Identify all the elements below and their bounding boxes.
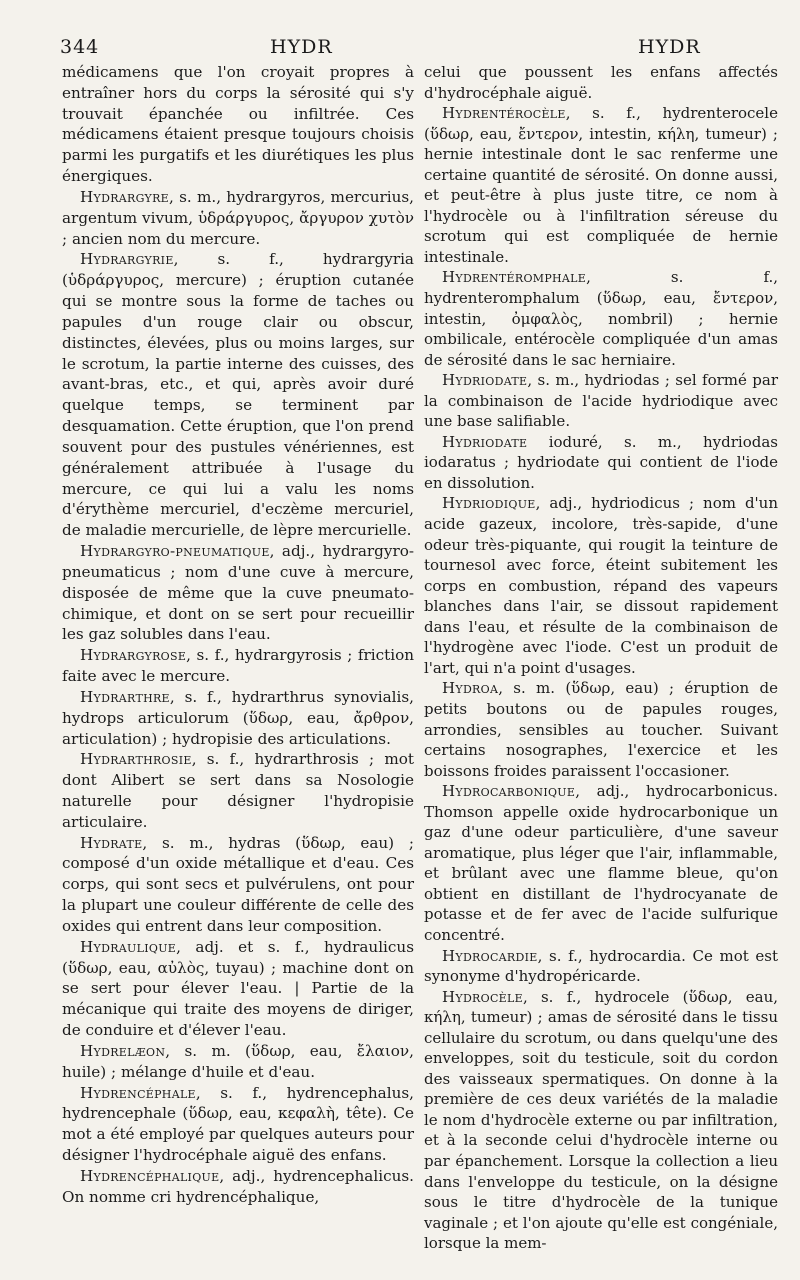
dictionary-entry	[62, 187, 414, 249]
entry-headword: Hydrocarbonique	[442, 782, 576, 801]
entry-headword: Hydrarthre	[80, 687, 170, 706]
entry-text: , s. f., hydrencephalus, hydrencephale (ὕδωρ, eau, κεφαλὴ, tête). Ce mot a été employé par quelques auteurs pour désigner l'hydrocéphale aiguë des enfans.	[62, 1083, 414, 1165]
entry-text: , s. f., hydrarthrosis ; mot dont Alibert se sert dans sa Nosologie naturelle pour désigner l'hydropisie articulaire.	[62, 750, 414, 831]
dictionary-entry	[424, 987, 778, 1254]
running-head	[60, 36, 780, 60]
dictionary-entry	[62, 645, 414, 687]
entry-headword: Hydrocèle	[442, 987, 523, 1006]
dictionary-entry	[62, 687, 414, 749]
entry-text: , s. m., hydrargyros, mercurius, argentum vivum, ὑδράργυρος, ἄργυρον χυτὸν ; ancien nom du mercure.	[62, 187, 414, 248]
entry-text: , adj., hydrargyro-pneumaticus ; nom d'une cuve à mercure, disposée de même que la cuve pneumato-chimique, et dont on se sert pour recueillir les gaz solubles dans l'eau.	[62, 542, 414, 644]
entry-headword: Hydrargyro-pneumatique	[80, 542, 270, 561]
entry-headword: Hydroa	[442, 679, 499, 698]
dictionary-entry	[424, 781, 778, 945]
entry-headword: Hydrelæon	[80, 1041, 166, 1060]
entry-text: médicamens que l'on croyait propres à entraîner hors du corps la sérosité qui s'y trouvait épanchée ou infiltrée. Ces médicamens étaient presque toujours choisis parmi les purgatifs et les diurétiques les plus énergiques.	[62, 63, 414, 186]
dictionary-entry	[62, 249, 414, 541]
entry-text: , adj., hydriodicus ; nom d'un acide gazeux, incolore, très-sapide, d'une odeur très-piquante, qui rougit la teinture de tournesol avec force, éteint subitement les corps en combustion, répand des vapeurs blanches dans l'air, se dissout rapidement dans l'eau, et résulte de la combinaison de l'hydrogène avec l'iode. C'est un produit de l'art, qui n'a point d'usages.	[424, 494, 778, 677]
dictionary-entry	[62, 541, 414, 645]
left-column	[62, 62, 414, 1208]
dictionary-entry	[424, 493, 778, 678]
continued-text	[424, 62, 778, 103]
entry-text: , s. f., hydrarthrus synovialis, hydrops articulorum (ὕδωρ, eau, ἄρθρον, articulation) ; hydropisie des articulations.	[62, 687, 414, 748]
entry-headword: Hydrencéphalique	[80, 1166, 220, 1185]
entry-text: , s. m., hydriodas ; sel formé par la combinaison de l'acide hydriodique avec une base salifiable.	[424, 371, 778, 431]
entry-text: , adj. et s. f., hydraulicus (ὕδωρ, eau, αὐλὸς, tuyau) ; machine dont on se sert pour élever l'eau. | Partie de la mécanique qui traite des moyens de diriger, de conduire et d'élever l'eau.	[62, 937, 414, 1040]
entry-headword: Hydrocardie	[442, 946, 538, 965]
entry-text: celui que poussent les enfans affectés d'hydrocéphale aiguë.	[424, 63, 778, 102]
dictionary-entry	[424, 432, 778, 494]
entry-headword: Hydrargyrose	[80, 646, 187, 665]
dictionary-entry	[62, 749, 414, 832]
entry-text: , adj., hydrocarbonicus. Thomson appelle oxide hydrocarbonique un gaz d'une odeur particulière, d'une saveur aromatique, plus léger que l'air, inflammable, et brûlant avec une flamme bleue, qu'on obtient en distillant de l'hydrocyanate de potasse et de fer avec de l'acide sulfurique concentré.	[424, 782, 778, 944]
entry-headword: Hydrencéphale	[80, 1083, 196, 1102]
dictionary-entry	[62, 1166, 414, 1208]
entry-headword: Hydrentéromphale	[442, 268, 587, 287]
entry-text: , s. f., hydrocardia. Ce mot est synonyme d'hydropéricarde.	[424, 946, 778, 986]
dictionary-entry	[62, 1041, 414, 1083]
dictionary-entry	[424, 946, 778, 987]
entry-text: , s. f., hydrenterocele (ὕδωρ, eau, ἔντερον, intestin, κήλη, tumeur) ; hernie intestinale dont le sac renferme une certaine quantité de sérosité. On donne aussi, et peut-être à plus juste titre, ce nom à l'hydrocèle ou à l'infiltration séreuse du scrotum qui est compliquée de hernie intestinale.	[424, 104, 778, 266]
entry-headword: Hydrate	[80, 833, 143, 852]
entry-headword: Hydrargyrie	[80, 250, 174, 269]
left-running-title: HYDR	[270, 36, 333, 58]
continued-text	[62, 62, 414, 187]
entry-headword: Hydriodate	[442, 432, 528, 451]
entry-headword: Hydrarthrosie	[80, 750, 192, 769]
entry-headword: Hydriodique	[442, 494, 536, 513]
dictionary-entry	[424, 678, 778, 781]
right-running-title: HYDR	[638, 36, 701, 58]
dictionary-entry	[62, 833, 414, 937]
entry-text: ioduré, s. m., hydriodas iodaratus ; hydriodate qui contient de l'iode en dissolution.	[424, 432, 778, 492]
entry-headword: Hydrargyre	[80, 187, 170, 206]
page-number: 344	[60, 36, 100, 58]
entry-text: , s. m. (ὕδωρ, eau) ; éruption de petits boutons ou de papules rouges, arrondies, sensibles au toucher. Suivant certains nosographes, l'exercice et les boissons froides paraissent l'occasioner.	[424, 679, 778, 780]
entry-text: , s. f., hydrocele (ὕδωρ, eau, κήλη, tumeur) ; amas de sérosité dans le tissu cellulaire du scrotum, ou dans quelqu'une des enveloppes, soit du testicule, soit du cordon des vaisseaux spermatiques. On donne à la première de ces deux variétés de la maladie le nom d'hydrocèle externe ou par infiltration, et à la seconde celui d'hydrocèle interne ou par épanchement. Lorsque la collection a lieu dans l'enveloppe du testicule, on la désigne sous le titre d'hydrocèle de la tunique vaginale ; et l'on ajoute qu'elle est congéniale, lorsque la mem-	[424, 987, 778, 1253]
dictionary-entry	[62, 1083, 414, 1166]
entry-text: , s. f., hydrenteromphalum (ὕδωρ, eau, ἔντερον, intestin, ὀμφαλὸς, nombril) ; hernie ombilicale, entérocèle compliquée d'un amas de sérosité dans le sac herniaire.	[424, 268, 778, 369]
entry-text: , s. m. (ὕδωρ, eau, ἔλαιον, huile) ; mélange d'huile et d'eau.	[62, 1041, 414, 1081]
entry-headword: Hydraulique	[80, 937, 177, 956]
entry-text: , s. m., hydras (ὕδωρ, eau) ; composé d'un oxide métallique et d'eau. Ces corps, qui sont secs et pulvérulens, ont pour la plupart une couleur différente de celle des oxides qui entrent dans leur composition.	[62, 833, 414, 935]
entry-text: , adj., hydrencephalicus. On nomme cri hydrencéphalique,	[62, 1166, 414, 1206]
dictionary-entry	[62, 937, 414, 1041]
entry-text: , s. f., hydrargyrosis ; friction faite avec le mercure.	[62, 646, 414, 686]
entry-text: , s. f., hydrargyria (ὑδράργυρος, mercure) ; éruption cutanée qui se montre sous la forme de taches ou papules d'un rouge clair ou obscur, distinctes, élevées, plus ou moins larges, sur le scrotum, la partie interne des cuisses, des avant-bras, etc., et qui, après avoir duré quelque temps, se terminent par desquamation. Cette éruption, que l'on prend souvent pour des pustules vénériennes, est généralement attribuée à l'usage du mercure, ce qui lui a valu les noms d'érythème mercuriel, d'eczème mercuriel, de maladie mercurielle, de lèpre mercurielle.	[62, 250, 414, 540]
dictionary-entry	[424, 267, 778, 370]
right-column	[424, 62, 778, 1254]
entry-headword: Hydrentérocèle	[442, 104, 566, 123]
dictionary-entry	[424, 370, 778, 432]
entry-headword: Hydriodate	[442, 371, 528, 390]
dictionary-entry	[424, 103, 778, 267]
